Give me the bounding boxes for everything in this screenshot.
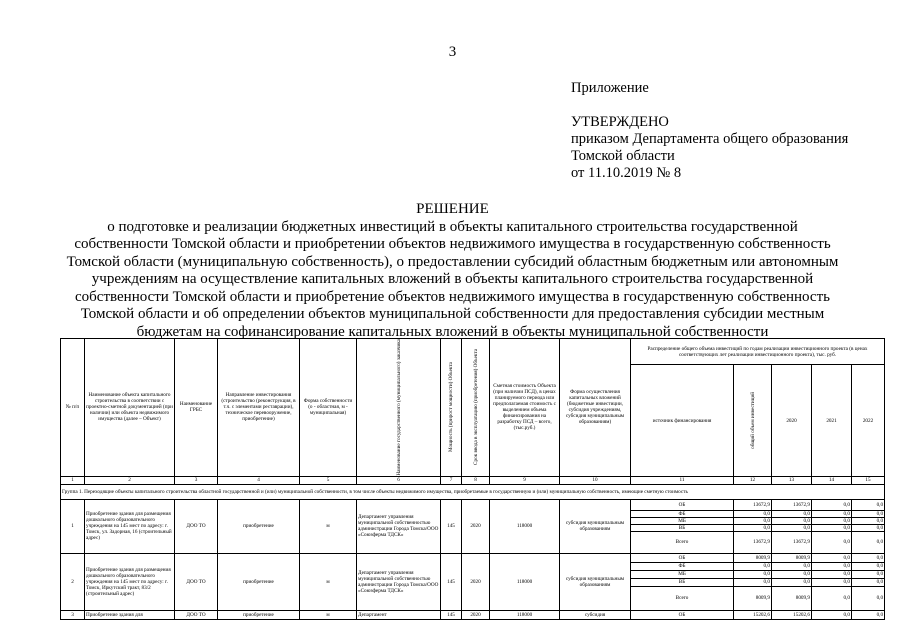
grbs: ДОО ТО	[175, 499, 218, 553]
commission-year: 2020	[462, 553, 490, 610]
title-heading: РЕШЕНИЕ	[416, 201, 489, 217]
ownership-form: м	[300, 553, 357, 610]
direction: приобретение	[218, 499, 300, 553]
amount-2020: 8009,9	[772, 553, 812, 562]
page-number: 3	[448, 44, 457, 60]
column-number: 6	[357, 476, 441, 484]
amount-2020: 0,0	[772, 570, 812, 578]
appendix-label: Приложение	[571, 80, 649, 96]
header-investment-form: Форма осуществления капитальных вложений (бюджетные инвестиции, субсидия учреждениям, субсидия муниципальным образованиям)	[560, 339, 631, 477]
title-line: бюджетам на софинансирование капитальных вложений в объекты муниципальной собственности	[136, 323, 769, 340]
header-object-name: Наименование объекта капитального строительства в соответствии с проектно-сметной документацией (при наличии) или объекта недвижимого имущества (далее – Объект)	[85, 339, 175, 477]
amount-2022: 0,0	[852, 578, 885, 586]
column-number: 1	[61, 476, 85, 484]
title-line: Томской области (муниципальную собственность), о предоставлении субсидий областным бюджетным или автономным	[66, 253, 839, 270]
column-number: 7	[441, 476, 462, 484]
column-numbers-row	[61, 476, 885, 484]
row-number: 3	[61, 610, 85, 619]
amount-2021: 0,0	[812, 553, 852, 562]
amount-2021: 0,0	[812, 524, 852, 531]
amount-2020: 13672,9	[772, 531, 812, 553]
total-investment: 8009,9	[734, 586, 772, 610]
funding-source: ВБ	[631, 578, 734, 586]
approved-label: УТВЕРЖДЕНО	[571, 114, 669, 130]
funding-source: ФБ	[631, 562, 734, 570]
customer: Департамент управления муниципальной собственностью администрации Города Томска/ООО «Союзферма ТДСК»	[357, 553, 441, 610]
header-capacity-text: Мощность (прирост мощности) Объекта	[448, 362, 454, 453]
capacity: 145	[441, 610, 462, 619]
ownership-form: м	[300, 610, 357, 619]
capacity: 145	[441, 553, 462, 610]
amount-2022: 0,0	[852, 553, 885, 562]
object-name: Приобретение здания для размещения дошкольного образовательного учреждения на 145 мест по адресу: г. Томск, Иркутский тракт, 83/2 (строительный адрес)	[85, 553, 175, 610]
title-line: о подготовке и реализации бюджетных инвестиций в объекты капитального строительства государственной	[107, 218, 798, 235]
total-investment: 0,0	[734, 570, 772, 578]
customer: Департамент	[357, 610, 441, 619]
amount-2022: 0,0	[852, 517, 885, 524]
ownership-form: м	[300, 499, 357, 553]
header-capacity	[441, 339, 462, 477]
column-number: 10	[560, 476, 631, 484]
customer: Департамент управления муниципальной собственностью администрации Города Томска/ООО «Союзферма ТДСК»	[357, 499, 441, 553]
header-estimated-cost: Сметная стоимость Объекта (при наличии ПСД), в ценах планируемого периода или предполагаемая стоимость с выделением объема финансирования на разработку ПСД – всего, (тыс.руб.)	[490, 339, 560, 477]
grbs: ДОО ТО	[175, 553, 218, 610]
header-ownership-form: Форма собственности (о - областная, м - муниципальная)	[300, 339, 357, 477]
total-investment: 15202,6	[734, 610, 772, 619]
group-1-heading: Группа 1. Переходящие объекты капитального строительства областной государственной и (или) муниципальной собственности, в том числе объекты недвижимого имущества, приобретаемые в государственную и (или) муниципальную собственность, имеющие сметную стоимость	[61, 484, 885, 499]
column-number: 2	[85, 476, 175, 484]
amount-2022: 0,0	[852, 531, 885, 553]
grbs: ДОО ТО	[175, 610, 218, 619]
column-number: 14	[812, 476, 852, 484]
funding-source: ОБ	[631, 499, 734, 510]
header-commission-date	[462, 339, 490, 477]
total-investment: 0,0	[734, 562, 772, 570]
amount-2020: 13672,9	[772, 499, 812, 510]
investment-table	[60, 338, 885, 620]
column-number: 11	[631, 476, 734, 484]
approved-order-line: приказом Департамента общего образования	[571, 131, 849, 147]
title-line: учреждениям на осуществление капитальных вложений в объекты капитального строительства государственной	[91, 271, 814, 287]
column-number: 12	[734, 476, 772, 484]
total-investment: 13672,9	[734, 499, 772, 510]
header-total-investment	[734, 365, 772, 476]
total-investment: 8009,9	[734, 553, 772, 562]
document-title	[0, 201, 905, 341]
column-number: 9	[490, 476, 560, 484]
header-commission-date-text: Срок ввода в эксплуатацию (приобретения) Объекта	[472, 349, 479, 466]
table-row	[61, 499, 885, 510]
amount-2021: 0,0	[812, 531, 852, 553]
amount-2022: 0,0	[852, 610, 885, 619]
header-direction: Направление инвестирования (строительство (реконструкция, в т.ч. с элементами реставрации), техническое перевооружение, приобретение)	[218, 339, 300, 477]
direction: приобретение	[218, 610, 300, 619]
row-number: 1	[61, 499, 85, 553]
title-line: собственности Томской области и приобретении объектов недвижимого имущества в государственную собственность	[74, 236, 831, 252]
approved-region-line: Томской области	[571, 148, 675, 164]
amount-2020: 0,0	[772, 562, 812, 570]
column-number: 15	[852, 476, 885, 484]
amount-2021: 0,0	[812, 499, 852, 510]
title-line: Томской области и об определении объектов муниципальной собственности для предоставления субсидии местным	[80, 306, 825, 322]
header-grbs: Наименование ГРБС	[175, 339, 218, 477]
header-customer	[357, 339, 441, 477]
total-investment: 0,0	[734, 578, 772, 586]
column-number: 13	[772, 476, 812, 484]
title-line: собственности Томской области и приобретение объектов недвижимого имущества в государственную собственность	[75, 288, 830, 305]
amount-2020: 15202,6	[772, 610, 812, 619]
column-number: 3	[175, 476, 218, 484]
amount-2020: 0,0	[772, 578, 812, 586]
funding-source: ОБ	[631, 553, 734, 562]
estimated-cost: 118000	[490, 553, 560, 610]
header-year-2022: 2022	[852, 365, 885, 476]
total-investment: 0,0	[734, 524, 772, 531]
object-name: Приобретение здания для размещения дошкольного образовательного учреждения на 145 мест по адресу: г. Томск, ул. Задорная, 16 (строительный адрес)	[85, 499, 175, 553]
amount-2022: 0,0	[852, 510, 885, 517]
amount-2020: 0,0	[772, 517, 812, 524]
table-row	[61, 553, 885, 562]
header-funding-source: источник финансирования	[631, 365, 734, 476]
funding-source: ФБ	[631, 510, 734, 517]
amount-2020: 0,0	[772, 510, 812, 517]
estimated-cost: 118000	[490, 610, 560, 619]
investment-form: субсидия муниципальным образованиям	[560, 499, 631, 553]
row-number: 2	[61, 553, 85, 610]
header-year-2020: 2020	[772, 365, 812, 476]
direction: приобретение	[218, 553, 300, 610]
column-number: 8	[462, 476, 490, 484]
amount-2022: 0,0	[852, 562, 885, 570]
amount-2021: 0,0	[812, 578, 852, 586]
investment-form: субсидия	[560, 610, 631, 619]
capacity: 145	[441, 499, 462, 553]
funding-source: ВБ	[631, 524, 734, 531]
amount-2021: 0,0	[812, 517, 852, 524]
amount-2021: 0,0	[812, 610, 852, 619]
commission-year: 2020	[462, 499, 490, 553]
funding-source: Всего	[631, 586, 734, 610]
header-distribution: Распределение общего объема инвестиций по годам реализации инвестиционного проекта (в ценах соответствующих лет реализации инвестиционного проекта), тыс. руб.	[631, 339, 885, 365]
funding-source: МБ	[631, 570, 734, 578]
amount-2022: 0,0	[852, 524, 885, 531]
column-number: 5	[300, 476, 357, 484]
amount-2021: 0,0	[812, 570, 852, 578]
table-row	[61, 610, 885, 619]
amount-2022: 0,0	[852, 570, 885, 578]
amount-2022: 0,0	[852, 586, 885, 610]
total-investment: 13672,9	[734, 531, 772, 553]
investment-form: субсидия муниципальным образованиям	[560, 553, 631, 610]
amount-2022: 0,0	[852, 499, 885, 510]
estimated-cost: 118000	[490, 499, 560, 553]
header-total-investment-text: общий объем инвестиций	[749, 392, 756, 449]
column-number: 4	[218, 476, 300, 484]
funding-source: ОБ	[631, 610, 734, 619]
header-customer-text: Наименование государственного (муниципального) заказчика	[395, 339, 402, 476]
total-investment: 0,0	[734, 510, 772, 517]
object-name: Приобретение здания для	[85, 610, 175, 619]
header-year-2021: 2021	[812, 365, 852, 476]
amount-2020: 8009,9	[772, 586, 812, 610]
header-number: № п/п	[61, 339, 85, 477]
amount-2021: 0,0	[812, 586, 852, 610]
funding-source: МБ	[631, 517, 734, 524]
amount-2020: 0,0	[772, 524, 812, 531]
amount-2021: 0,0	[812, 562, 852, 570]
commission-year: 2020	[462, 610, 490, 619]
approved-date-line: от 11.10.2019 № 8	[571, 165, 682, 181]
total-investment: 0,0	[734, 517, 772, 524]
funding-source: Всего	[631, 531, 734, 553]
amount-2021: 0,0	[812, 510, 852, 517]
